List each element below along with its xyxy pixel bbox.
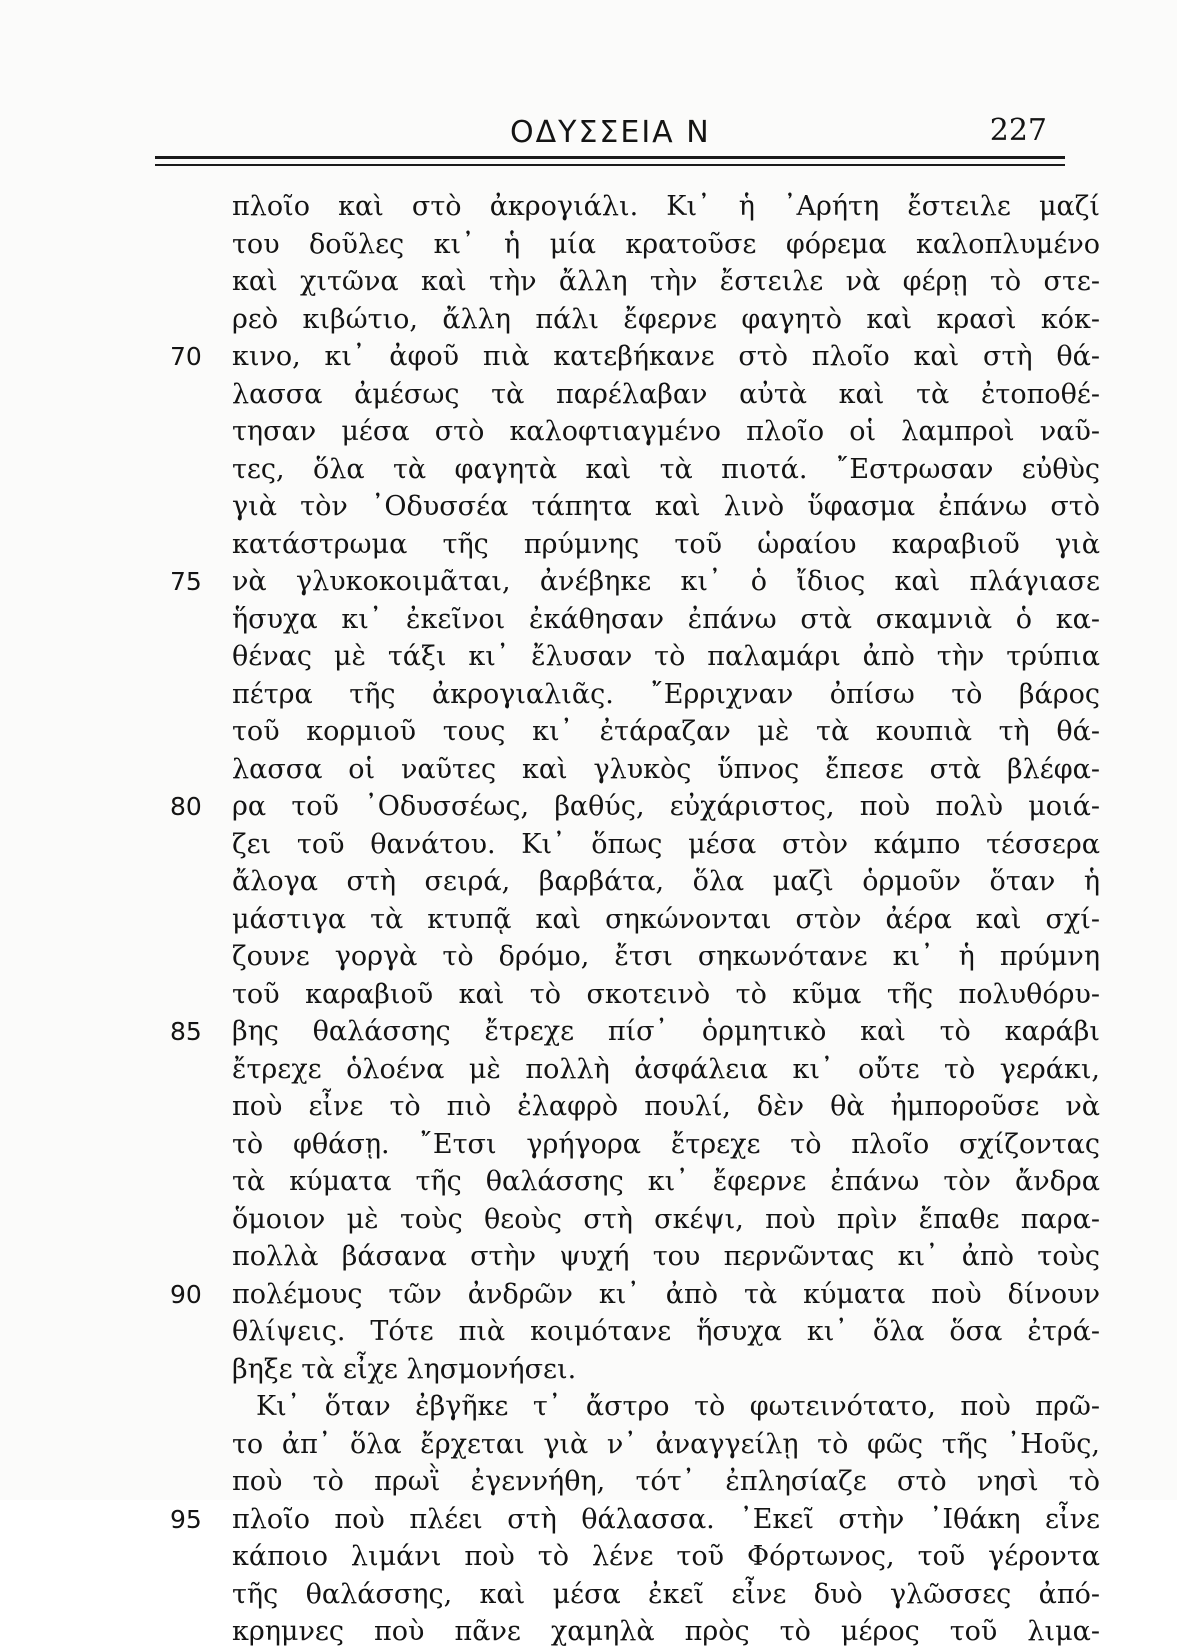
text-line — [160, 863, 1100, 901]
line-number: 75 — [170, 567, 202, 596]
text-line — [160, 1463, 1100, 1501]
text-line — [160, 976, 1100, 1014]
text-line — [160, 1426, 1100, 1464]
text-line — [160, 1088, 1100, 1126]
line-text: νὰ γλυκοκοιμᾶται, ἀνέβηκε κι᾿ ὁ ἴδιος καὶ πλάγιασε — [232, 566, 1100, 597]
line-number: 95 — [170, 1504, 202, 1534]
text-line — [160, 751, 1100, 789]
line-text: γιὰ τὸν ᾿Οδυσσέα τάπητα καὶ λινὸ ὕφασμα ἐπάνω στὸ — [232, 491, 1100, 522]
text-line — [160, 226, 1100, 264]
text-line — [160, 676, 1100, 714]
line-text: ἥσυχα κι᾿ ἐκεῖνοι ἐκάθησαν ἐπάνω στὰ σκαμνιὰ ὁ κα- — [232, 603, 1100, 635]
line-text: βηξε τὰ εἶχε λησμονήσει. — [232, 1353, 577, 1385]
text-line — [160, 1351, 1100, 1389]
line-text: τὰ κύματα τῆς θαλάσσης κι᾿ ἔφερνε ἐπάνω τὸν ἄνδρα — [232, 1166, 1100, 1197]
text-line — [160, 1163, 1100, 1201]
line-number: 80 — [170, 792, 202, 821]
line-text: πολλὰ βάσανα στὴν ψυχή του περνῶντας κι᾿ ἀπὸ τοὺς — [232, 1241, 1100, 1272]
line-text: ζει τοῦ θανάτου. Κι᾿ ὅπως μέσα στὸν κάμπο τέσσερα — [232, 828, 1100, 860]
text-line — [160, 901, 1100, 939]
line-text: ρεὸ κιβώτιο, ἄλλη πάλι ἔφερνε φαγητὸ καὶ κρασὶ κόκ- — [232, 303, 1100, 335]
line-text: τῆς θαλάσσης, καὶ μέσα ἐκεῖ εἶνε δυὸ γλῶσσες ἀπό- — [232, 1578, 1100, 1610]
text-line — [160, 1276, 1100, 1314]
line-text: ποὺ εἶνε τὸ πιὸ ἐλαφρὸ πουλί, δὲν θὰ ἠμποροῦσε νὰ — [232, 1091, 1100, 1122]
line-text: λασσα οἱ ναῦτες καὶ γλυκὸς ὕπνος ἔπεσε στὰ βλέφα- — [232, 753, 1100, 785]
header-rule-top — [155, 156, 1065, 159]
line-text: πλοῖο ποὺ πλέει στὴ θάλασσα. ᾿Εκεῖ στὴν ᾿Ιθάκη εἶνε — [232, 1503, 1100, 1535]
text-line — [160, 601, 1100, 639]
line-text: το ἀπ᾿ ὅλα ἔρχεται γιὰ ν᾿ ἀναγγείλῃ τὸ φῶς τῆς ᾿Ηοῦς, — [232, 1428, 1100, 1460]
line-text: τησαν μέσα στὸ καλοφτιαγμένο πλοῖο οἱ λαμπροὶ ναῦ- — [232, 416, 1100, 447]
text-line — [160, 451, 1100, 489]
line-text: τες, ὅλα τὰ φαγητὰ καὶ τὰ πιοτά. ῎Εστρωσαν εὐθὺς — [232, 453, 1100, 485]
text-line — [160, 1388, 1100, 1426]
text-line — [160, 1201, 1100, 1239]
line-text: ὅμοιον μὲ τοὺς θεοὺς στὴ σκέψι, ποὺ πρὶν ἔπαθε παρα- — [232, 1203, 1100, 1235]
text-line — [160, 1538, 1100, 1576]
text-line — [160, 938, 1100, 976]
line-text: κινο, κι᾿ ἀφοῦ πιὰ κατεβήκανε στὸ πλοῖο καὶ στὴ θά- — [232, 341, 1100, 372]
line-text: του δοῦλες κι᾿ ἡ μία κρατοῦσε φόρεμα καλοπλυμένο — [232, 228, 1100, 260]
running-title: ΟΔΥΣΣΕΙΑ Ν — [510, 115, 711, 150]
line-text: ρα τοῦ ᾿Οδυσσέως, βαθύς, εὐχάριστος, ποὺ πολὺ μοιά- — [232, 791, 1100, 822]
line-number: 85 — [170, 1017, 202, 1046]
text-line — [160, 488, 1100, 526]
text-line — [160, 563, 1100, 601]
text-line — [160, 1238, 1100, 1276]
text-line — [160, 263, 1100, 301]
text-line — [160, 1051, 1100, 1089]
line-text: λασσα ἀμέσως τὰ παρέλαβαν αὐτὰ καὶ τὰ ἐτοποθέ- — [232, 378, 1100, 410]
text-line — [160, 638, 1100, 676]
line-text: ἔτρεχε ὁλοένα μὲ πολλὴ ἀσφάλεια κι᾿ οὔτε τὸ γεράκι, — [232, 1053, 1100, 1085]
line-text: ζουνε γοργὰ τὸ δρόμο, ἔτσι σηκωνότανε κι᾿ ἡ πρύμνη — [232, 941, 1100, 972]
line-text: ποὺ τὸ πρωῒ ἐγεννήθη, τότ᾿ ἐπλησίαζε στὸ νησὶ τὸ — [232, 1466, 1100, 1497]
line-text: τοῦ καραβιοῦ καὶ τὸ σκοτεινὸ τὸ κῦμα τῆς πολυθόρυ- — [232, 978, 1100, 1010]
text-line — [160, 188, 1100, 226]
text-line — [160, 1576, 1100, 1614]
page-header — [160, 105, 1065, 155]
line-text: κατάστρωμα τῆς πρύμνης τοῦ ὡραίου καραβιοῦ γιὰ — [232, 528, 1100, 560]
line-text: βης θαλάσσης ἔτρεχε πίσ᾿ ὁρμητικὸ καὶ τὸ καράβι — [232, 1016, 1100, 1047]
text-line — [160, 301, 1100, 339]
text-line — [160, 1313, 1100, 1351]
line-number: 70 — [170, 342, 202, 371]
line-text: Κι᾿ ὅταν ἐβγῆκε τ᾿ ἄστρο τὸ φωτεινότατο, ποὺ πρῶ- — [256, 1391, 1100, 1422]
text-line — [160, 1613, 1100, 1651]
text-line — [160, 826, 1100, 864]
line-text: ἄλογα στὴ σειρά, βαρβάτα, ὅλα μαζὶ ὁρμοῦν ὅταν ἡ — [232, 866, 1100, 897]
header-rule-bottom — [155, 164, 1065, 166]
text-line — [160, 1013, 1100, 1051]
line-text: θένας μὲ τάξι κι᾿ ἔλυσαν τὸ παλαμάρι ἀπὸ τὴν τρύπια — [232, 641, 1100, 672]
text-line — [160, 788, 1100, 826]
text-line — [160, 713, 1100, 751]
line-text: θλίψεις. Τότε πιὰ κοιμότανε ἥσυχα κι᾿ ὅλα ὅσα ἐτρά- — [232, 1316, 1100, 1347]
text-line — [160, 376, 1100, 414]
text-line — [160, 338, 1100, 376]
line-text: καὶ χιτῶνα καὶ τὴν ἄλλη τὴν ἔστειλε νὰ φέρῃ τὸ στε- — [232, 266, 1100, 297]
page-number: 227 — [989, 113, 1047, 148]
line-number: 90 — [170, 1279, 202, 1309]
line-text: πέτρα τῆς ἀκρογιαλιᾶς. ῎Ερριχναν ὀπίσω τὸ βάρος — [232, 678, 1100, 710]
line-text: τοῦ κορμιοῦ τους κι᾿ ἐτάραζαν μὲ τὰ κουπιὰ τὴ θά- — [232, 716, 1100, 747]
text-line — [160, 413, 1100, 451]
line-text: πολέμους τῶν ἀνδρῶν κι᾿ ἀπὸ τὰ κύματα ποὺ δίνουν — [232, 1278, 1100, 1310]
line-text: κρημνες ποὺ πᾶνε χαμηλὰ πρὸς τὸ μέρος τοῦ λιμα- — [232, 1616, 1100, 1647]
text-line — [160, 1126, 1100, 1164]
line-text: πλοῖο καὶ στὸ ἀκρογιάλι. Κι᾿ ἡ ᾿Αρήτη ἔστειλε μαζί — [232, 191, 1100, 222]
line-text: τὸ φθάσῃ. ῎Ετσι γρήγορα ἔτρεχε τὸ πλοῖο σχίζοντας — [232, 1128, 1100, 1160]
line-text: κάποιο λιμάνι ποὺ τὸ λένε τοῦ Φόρτωνος, τοῦ γέροντα — [232, 1541, 1100, 1572]
text-line — [160, 526, 1100, 564]
line-text: μάστιγα τὰ κτυπᾷ καὶ σηκώνονται στὸν ἀέρα καὶ σχί- — [232, 903, 1100, 935]
body-text — [160, 188, 1105, 1651]
text-line — [160, 1501, 1100, 1539]
